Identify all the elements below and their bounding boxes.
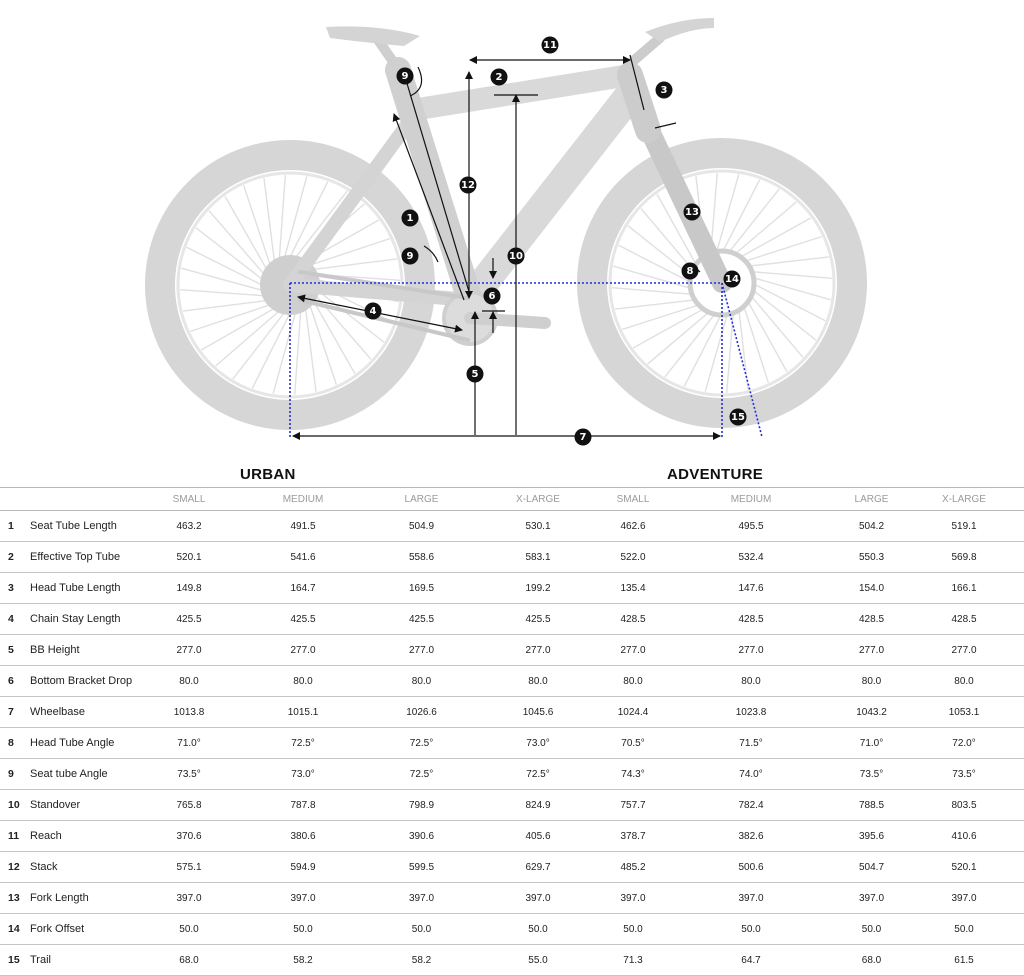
row-number: 8 — [0, 728, 30, 759]
table-cell: 277.0 — [603, 635, 663, 666]
row-label: Chain Stay Length — [30, 604, 142, 635]
dimension-marker — [656, 82, 673, 99]
table-cell: 50.0 — [904, 914, 1024, 945]
table-cell: 599.5 — [370, 852, 473, 883]
table-cell: 425.5 — [142, 604, 236, 635]
row-number: 11 — [0, 821, 30, 852]
table-cell: 541.6 — [236, 542, 370, 573]
table-cell: 425.5 — [370, 604, 473, 635]
table-cell: 397.0 — [603, 883, 663, 914]
table-cell: 80.0 — [236, 666, 370, 697]
table-cell: 154.0 — [839, 573, 904, 604]
table-cell: 80.0 — [142, 666, 236, 697]
row-label: BB Height — [30, 635, 142, 666]
table-cell: 68.0 — [142, 945, 236, 976]
table-cell: 74.3° — [603, 759, 663, 790]
table-cell: 425.5 — [236, 604, 370, 635]
table-cell: 397.0 — [370, 883, 473, 914]
table-cell: 164.7 — [236, 573, 370, 604]
table-cell: 410.6 — [904, 821, 1024, 852]
table-cell: 390.6 — [370, 821, 473, 852]
table-cell: 1013.8 — [142, 697, 236, 728]
table-cell: 50.0 — [839, 914, 904, 945]
table-cell: 397.0 — [142, 883, 236, 914]
table-row — [0, 573, 1024, 604]
table-cell: 397.0 — [473, 883, 603, 914]
table-cell: 1015.1 — [236, 697, 370, 728]
row-number: 6 — [0, 666, 30, 697]
table-cell: 569.8 — [904, 542, 1024, 573]
table-cell: 61.5 — [904, 945, 1024, 976]
table-cell: 1024.4 — [603, 697, 663, 728]
row-number: 2 — [0, 542, 30, 573]
marker-label: 8 — [686, 266, 694, 277]
table-cell: 58.2 — [236, 945, 370, 976]
table-cell: 798.9 — [370, 790, 473, 821]
table-cell: 169.5 — [370, 573, 473, 604]
table-cell: 782.4 — [663, 790, 839, 821]
dimension-marker — [491, 69, 508, 86]
table-cell: 80.0 — [370, 666, 473, 697]
table-cell: 428.5 — [603, 604, 663, 635]
marker-label: 12 — [461, 180, 475, 191]
table-row — [0, 511, 1024, 542]
table-cell: 71.0° — [142, 728, 236, 759]
size-header-small: SMALL — [603, 488, 663, 511]
table-cell: 71.0° — [839, 728, 904, 759]
table-cell: 1026.6 — [370, 697, 473, 728]
dimension-marker — [402, 210, 419, 227]
table-cell: 50.0 — [236, 914, 370, 945]
table-cell: 80.0 — [663, 666, 839, 697]
table-cell: 277.0 — [839, 635, 904, 666]
table-cell: 787.8 — [236, 790, 370, 821]
marker-label: 9 — [401, 71, 409, 82]
table-cell: 428.5 — [839, 604, 904, 635]
table-cell: 765.8 — [142, 790, 236, 821]
table-cell: 50.0 — [370, 914, 473, 945]
table-cell: 1053.1 — [904, 697, 1024, 728]
table-cell: 277.0 — [142, 635, 236, 666]
table-cell: 166.1 — [904, 573, 1024, 604]
table-cell: 73.5° — [904, 759, 1024, 790]
size-header-large: LARGE — [839, 488, 904, 511]
size-header-x-large: X-LARGE — [473, 488, 603, 511]
size-header-row — [0, 488, 1024, 511]
table-row — [0, 759, 1024, 790]
row-label: Head Tube Angle — [30, 728, 142, 759]
row-label: Reach — [30, 821, 142, 852]
table-cell: 68.0 — [839, 945, 904, 976]
row-number: 9 — [0, 759, 30, 790]
table-cell: 277.0 — [236, 635, 370, 666]
marker-label: 4 — [369, 306, 377, 317]
dimension-marker — [508, 248, 525, 265]
marker-label: 14 — [725, 274, 739, 285]
row-number: 3 — [0, 573, 30, 604]
table-cell: 74.0° — [663, 759, 839, 790]
table-row — [0, 542, 1024, 573]
table-cell: 50.0 — [142, 914, 236, 945]
group-title-urban: URBAN — [240, 466, 296, 483]
table-cell: 500.6 — [663, 852, 839, 883]
size-header-large: LARGE — [370, 488, 473, 511]
table-row — [0, 728, 1024, 759]
table-cell: 80.0 — [839, 666, 904, 697]
table-cell: 397.0 — [839, 883, 904, 914]
dimension-marker — [467, 366, 484, 383]
dimension-marker — [730, 409, 747, 426]
dimension-marker — [575, 429, 592, 446]
geometry-table — [0, 487, 1024, 976]
table-cell: 72.0° — [904, 728, 1024, 759]
table-cell: 1045.6 — [473, 697, 603, 728]
table-cell: 71.3 — [603, 945, 663, 976]
table-row — [0, 666, 1024, 697]
table-cell: 72.5° — [473, 759, 603, 790]
table-cell: 504.2 — [839, 511, 904, 542]
row-label: Wheelbase — [30, 697, 142, 728]
row-number: 5 — [0, 635, 30, 666]
row-number: 10 — [0, 790, 30, 821]
table-row — [0, 945, 1024, 976]
table-cell: 380.6 — [236, 821, 370, 852]
row-number: 7 — [0, 697, 30, 728]
table-cell: 522.0 — [603, 542, 663, 573]
table-cell: 73.5° — [839, 759, 904, 790]
table-cell: 463.2 — [142, 511, 236, 542]
dimension-marker — [682, 263, 699, 280]
table-cell: 824.9 — [473, 790, 603, 821]
table-cell: 425.5 — [473, 604, 603, 635]
geometry-table-body — [0, 511, 1024, 976]
table-cell: 382.6 — [663, 821, 839, 852]
row-label: Trail — [30, 945, 142, 976]
header-blank — [0, 488, 30, 511]
row-number: 13 — [0, 883, 30, 914]
row-label: Effective Top Tube — [30, 542, 142, 573]
table-cell: 1023.8 — [663, 697, 839, 728]
table-row — [0, 821, 1024, 852]
table-cell: 803.5 — [904, 790, 1024, 821]
table-cell: 462.6 — [603, 511, 663, 542]
marker-label: 10 — [509, 251, 523, 262]
table-cell: 50.0 — [663, 914, 839, 945]
table-cell: 520.1 — [142, 542, 236, 573]
marker-label: 3 — [660, 85, 668, 96]
table-cell: 629.7 — [473, 852, 603, 883]
dimension-marker — [397, 68, 414, 85]
marker-label: 15 — [731, 412, 745, 423]
table-row — [0, 604, 1024, 635]
table-cell: 495.5 — [663, 511, 839, 542]
table-cell: 757.7 — [603, 790, 663, 821]
table-cell: 504.7 — [839, 852, 904, 883]
marker-label: 13 — [685, 207, 699, 218]
size-header-medium: MEDIUM — [236, 488, 370, 511]
table-cell: 135.4 — [603, 573, 663, 604]
table-cell: 72.5° — [370, 728, 473, 759]
table-cell: 558.6 — [370, 542, 473, 573]
table-cell: 575.1 — [142, 852, 236, 883]
table-cell: 277.0 — [370, 635, 473, 666]
size-header-medium: MEDIUM — [663, 488, 839, 511]
table-cell: 395.6 — [839, 821, 904, 852]
dimension-marker — [542, 37, 559, 54]
table-cell: 397.0 — [663, 883, 839, 914]
table-cell: 72.5° — [236, 728, 370, 759]
table-cell: 147.6 — [663, 573, 839, 604]
table-cell: 58.2 — [370, 945, 473, 976]
table-cell: 583.1 — [473, 542, 603, 573]
dimension-marker — [724, 271, 741, 288]
marker-label: 1 — [406, 213, 414, 224]
row-label: Stack — [30, 852, 142, 883]
table-cell: 485.2 — [603, 852, 663, 883]
table-cell: 428.5 — [663, 604, 839, 635]
table-cell: 277.0 — [663, 635, 839, 666]
table-cell: 80.0 — [473, 666, 603, 697]
row-number: 14 — [0, 914, 30, 945]
table-cell: 71.5° — [663, 728, 839, 759]
row-label: Standover — [30, 790, 142, 821]
table-cell: 491.5 — [236, 511, 370, 542]
table-cell: 428.5 — [904, 604, 1024, 635]
row-number: 12 — [0, 852, 30, 883]
table-cell: 594.9 — [236, 852, 370, 883]
row-label: Seat tube Angle — [30, 759, 142, 790]
table-row — [0, 883, 1024, 914]
table-cell: 397.0 — [904, 883, 1024, 914]
table-cell: 550.3 — [839, 542, 904, 573]
table-row — [0, 852, 1024, 883]
dimension-marker — [365, 303, 382, 320]
table-cell: 370.6 — [142, 821, 236, 852]
table-row — [0, 790, 1024, 821]
dimension-marker — [684, 204, 701, 221]
marker-label: 9 — [406, 251, 414, 262]
row-label: Seat Tube Length — [30, 511, 142, 542]
table-cell: 64.7 — [663, 945, 839, 976]
table-cell: 80.0 — [603, 666, 663, 697]
table-cell: 277.0 — [473, 635, 603, 666]
table-row — [0, 635, 1024, 666]
group-title-adventure: ADVENTURE — [667, 466, 764, 483]
table-cell: 50.0 — [603, 914, 663, 945]
table-cell: 50.0 — [473, 914, 603, 945]
table-cell: 73.0° — [473, 728, 603, 759]
size-header-x-large: X-LARGE — [904, 488, 1024, 511]
table-cell: 397.0 — [236, 883, 370, 914]
row-label: Head Tube Length — [30, 573, 142, 604]
row-label: Bottom Bracket Drop — [30, 666, 142, 697]
header-blank — [30, 488, 142, 511]
table-cell: 73.5° — [142, 759, 236, 790]
row-number: 1 — [0, 511, 30, 542]
table-cell: 277.0 — [904, 635, 1024, 666]
table-cell: 405.6 — [473, 821, 603, 852]
table-cell: 519.1 — [904, 511, 1024, 542]
bike-geometry-diagram — [0, 0, 1024, 460]
marker-label: 5 — [471, 369, 479, 380]
dimension-marker — [460, 177, 477, 194]
table-cell: 532.4 — [663, 542, 839, 573]
table-cell: 149.8 — [142, 573, 236, 604]
row-label: Fork Offset — [30, 914, 142, 945]
table-row — [0, 697, 1024, 728]
table-cell: 788.5 — [839, 790, 904, 821]
table-cell: 530.1 — [473, 511, 603, 542]
row-number: 4 — [0, 604, 30, 635]
dimension-marker — [484, 288, 501, 305]
table-cell: 520.1 — [904, 852, 1024, 883]
table-cell: 72.5° — [370, 759, 473, 790]
row-number: 15 — [0, 945, 30, 976]
table-cell: 504.9 — [370, 511, 473, 542]
marker-label: 6 — [488, 291, 496, 302]
row-label: Fork Length — [30, 883, 142, 914]
table-row — [0, 914, 1024, 945]
table-cell: 1043.2 — [839, 697, 904, 728]
table-cell: 199.2 — [473, 573, 603, 604]
table-cell: 55.0 — [473, 945, 603, 976]
marker-label: 2 — [495, 72, 503, 83]
table-cell: 70.5° — [603, 728, 663, 759]
marker-label: 7 — [579, 432, 587, 443]
dimension-marker — [402, 248, 419, 265]
table-cell: 80.0 — [904, 666, 1024, 697]
table-cell: 378.7 — [603, 821, 663, 852]
marker-label: 11 — [543, 40, 557, 51]
size-header-small: SMALL — [142, 488, 236, 511]
table-cell: 73.0° — [236, 759, 370, 790]
